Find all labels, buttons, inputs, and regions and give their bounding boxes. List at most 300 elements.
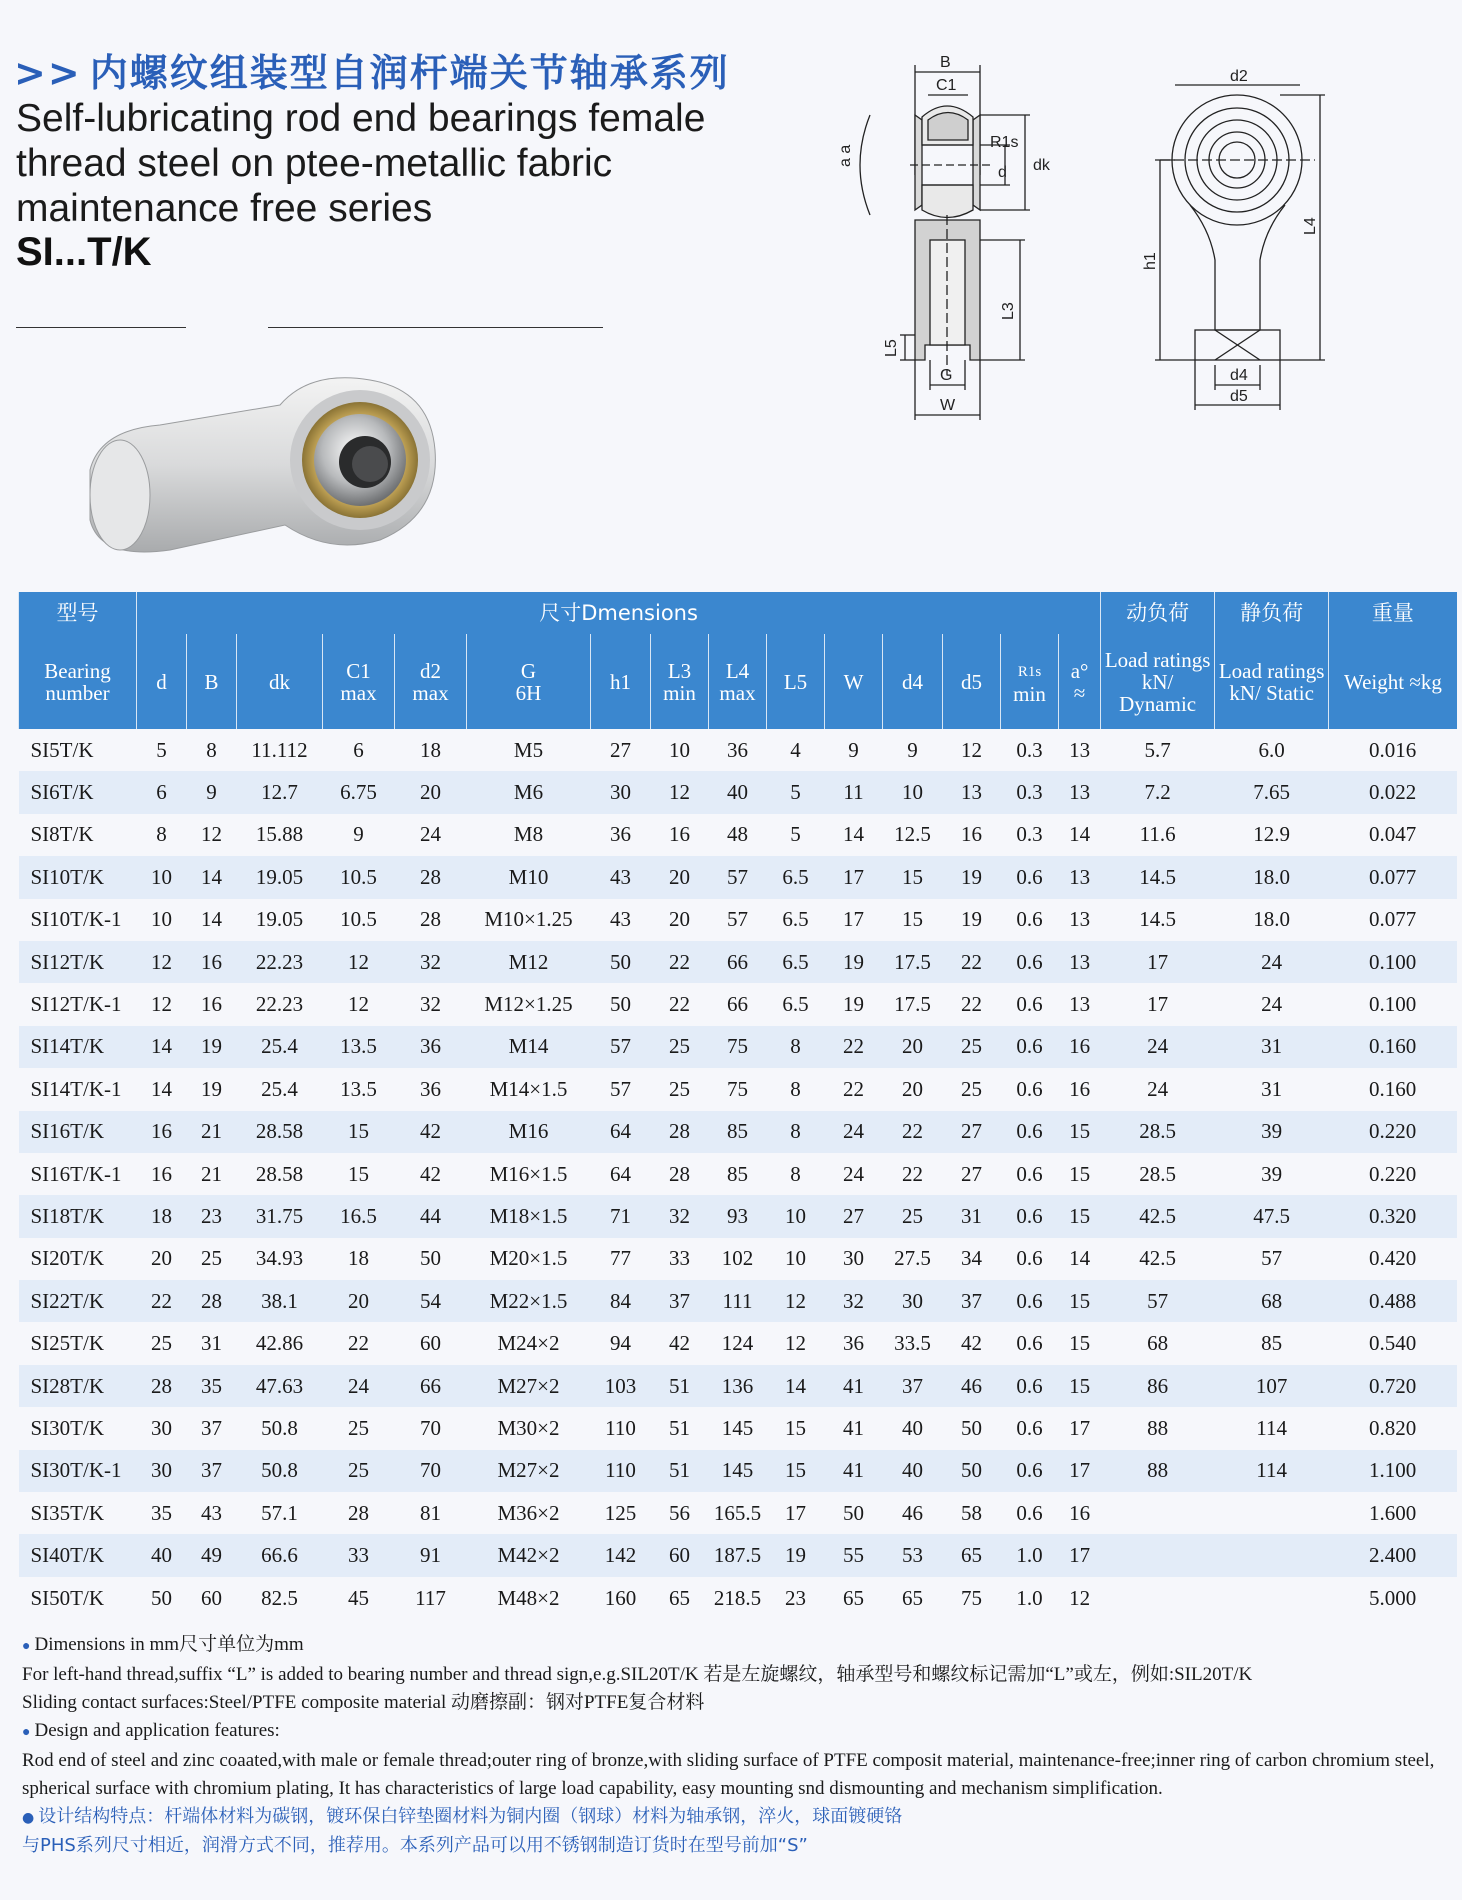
table-cell: 42 <box>651 1322 709 1364</box>
divider <box>16 327 186 328</box>
table-cell: 42 <box>943 1322 1001 1364</box>
note-sliding-surfaces: Sliding contact surfaces:Steel/PTFE composite material 动磨擦副：钢对PTFE复合材料 <box>22 1692 705 1713</box>
table-cell: 42.5 <box>1101 1195 1215 1237</box>
header-model: 型号 <box>19 592 137 634</box>
table-cell: 1.600 <box>1329 1492 1457 1534</box>
table-cell: 93 <box>709 1195 767 1237</box>
note-zh-recommend: 与PHS系列尺寸相近，润滑方式不同，推荐用。本系列产品可以用不锈钢制造订货时在型号前加“S” <box>22 1835 808 1856</box>
double-arrow-icon: >> <box>14 51 82 95</box>
table-cell: 22.23 <box>237 983 323 1025</box>
table-cell: 8 <box>767 1153 825 1195</box>
table-cell: M16×1.5 <box>467 1153 591 1195</box>
table-cell: 19 <box>187 1068 237 1110</box>
table-cell: 9 <box>187 771 237 813</box>
col-g: G 6H <box>467 634 591 729</box>
bearing-number-cell: SI20T/K <box>19 1238 137 1280</box>
table-cell: 19 <box>825 941 883 983</box>
table-cell: 0.3 <box>1001 814 1059 856</box>
table-row <box>19 1153 1457 1195</box>
table-row <box>19 1026 1457 1068</box>
table-cell: 25 <box>137 1322 187 1364</box>
table-cell: 11.6 <box>1101 814 1215 856</box>
table-cell: 0.047 <box>1329 814 1457 856</box>
table-row <box>19 856 1457 898</box>
table-cell: 8 <box>767 1068 825 1110</box>
table-cell: 0.022 <box>1329 771 1457 813</box>
table-cell: 13 <box>1059 899 1101 941</box>
table-cell: 68 <box>1101 1322 1215 1364</box>
table-cell: 6.75 <box>323 771 395 813</box>
col-r1s: R1s min <box>1001 634 1059 729</box>
table-cell: 50.8 <box>237 1450 323 1492</box>
bearing-number-cell: SI5T/K <box>19 729 137 771</box>
table-cell: 20 <box>883 1068 943 1110</box>
table-cell: 43 <box>591 856 651 898</box>
table-cell: 40 <box>883 1450 943 1492</box>
table-cell: 11.112 <box>237 729 323 771</box>
table-row <box>19 1365 1457 1407</box>
table-cell: 102 <box>709 1238 767 1280</box>
table-cell: 85 <box>709 1153 767 1195</box>
table-cell: 14 <box>137 1026 187 1068</box>
table-cell: 64 <box>591 1153 651 1195</box>
bearing-number-cell: SI30T/K <box>19 1407 137 1449</box>
table-cell: 46 <box>943 1365 1001 1407</box>
bearing-number-cell: SI35T/K <box>19 1492 137 1534</box>
table-cell: 22 <box>883 1153 943 1195</box>
label-G: G <box>940 367 953 384</box>
table-cell: 37 <box>943 1280 1001 1322</box>
table-cell: 17 <box>1101 983 1215 1025</box>
table-cell: 6 <box>137 771 187 813</box>
table-cell: 5 <box>137 729 187 771</box>
table-cell: 70 <box>395 1407 467 1449</box>
table-cell: 12 <box>767 1280 825 1322</box>
table-cell: 14 <box>187 899 237 941</box>
table-cell: 22 <box>825 1068 883 1110</box>
table-cell: 0.3 <box>1001 729 1059 771</box>
table-cell: 24 <box>825 1153 883 1195</box>
table-cell: 50 <box>591 983 651 1025</box>
table-cell: 8 <box>767 1026 825 1068</box>
table-cell: 25 <box>943 1068 1001 1110</box>
bearing-number-cell: SI16T/K-1 <box>19 1153 137 1195</box>
table-cell: 30 <box>137 1450 187 1492</box>
table-cell: 31 <box>943 1195 1001 1237</box>
table-cell: 60 <box>651 1534 709 1576</box>
table-cell: M30×2 <box>467 1407 591 1449</box>
table-row <box>19 814 1457 856</box>
table-cell: 0.6 <box>1001 1068 1059 1110</box>
header-dynamic-load: 动负荷 <box>1101 592 1215 634</box>
table-cell: 75 <box>943 1577 1001 1619</box>
table-cell: M18×1.5 <box>467 1195 591 1237</box>
table-cell: 110 <box>591 1407 651 1449</box>
table-cell: M10 <box>467 856 591 898</box>
table-row <box>19 1195 1457 1237</box>
table-cell: 32 <box>395 941 467 983</box>
table-cell: 17 <box>1101 941 1215 983</box>
table-cell: 24 <box>1215 941 1329 983</box>
col-l3: L3 min <box>651 634 709 729</box>
table-cell: 31 <box>1215 1068 1329 1110</box>
table-cell: 6.5 <box>767 856 825 898</box>
bearing-number-cell: SI28T/K <box>19 1365 137 1407</box>
table-cell: M22×1.5 <box>467 1280 591 1322</box>
table-cell: 0.6 <box>1001 856 1059 898</box>
table-cell: 7.65 <box>1215 771 1329 813</box>
table-cell: M12 <box>467 941 591 983</box>
table-cell: 19 <box>187 1026 237 1068</box>
table-cell: 8 <box>187 729 237 771</box>
table-cell: 0.6 <box>1001 1492 1059 1534</box>
table-cell: 25 <box>943 1026 1001 1068</box>
table-cell: 42.86 <box>237 1322 323 1364</box>
table-cell: 51 <box>651 1450 709 1492</box>
table-cell: 14 <box>1059 1238 1101 1280</box>
table-cell: M27×2 <box>467 1365 591 1407</box>
col-dk: dk <box>237 634 323 729</box>
table-cell: 75 <box>709 1068 767 1110</box>
table-cell: 55 <box>825 1534 883 1576</box>
table-cell: 12 <box>137 983 187 1025</box>
table-cell: 28 <box>137 1365 187 1407</box>
table-cell: 0.6 <box>1001 1111 1059 1153</box>
table-cell: 103 <box>591 1365 651 1407</box>
table-cell: 24 <box>825 1111 883 1153</box>
table-cell: 17.5 <box>883 983 943 1025</box>
table-cell: 15 <box>1059 1365 1101 1407</box>
table-cell: 49 <box>187 1534 237 1576</box>
table-cell: 27.5 <box>883 1238 943 1280</box>
table-cell: M12×1.25 <box>467 983 591 1025</box>
table-row <box>19 1238 1457 1280</box>
table-row <box>19 1534 1457 1576</box>
table-cell: 14.5 <box>1101 856 1215 898</box>
col-angle: a° ≈ <box>1059 634 1101 729</box>
table-cell: 18 <box>323 1238 395 1280</box>
table-cell: 77 <box>591 1238 651 1280</box>
bearing-number-cell: SI6T/K <box>19 771 137 813</box>
table-cell: 22 <box>943 983 1001 1025</box>
table-cell: 28.5 <box>1101 1111 1215 1153</box>
table-cell: M5 <box>467 729 591 771</box>
table-cell: 66 <box>395 1365 467 1407</box>
table-cell: 12.9 <box>1215 814 1329 856</box>
table-cell: 27 <box>943 1153 1001 1195</box>
table-cell: 1.0 <box>1001 1577 1059 1619</box>
table-cell: 30 <box>825 1238 883 1280</box>
table-cell: 40 <box>709 771 767 813</box>
table-cell: 22 <box>825 1026 883 1068</box>
table-cell: 28 <box>395 899 467 941</box>
english-title-line-2: thread steel on ptee-metallic fabric <box>16 142 613 185</box>
table-cell: 24 <box>1215 983 1329 1025</box>
table-cell: 22 <box>943 941 1001 983</box>
table-cell: 10 <box>767 1195 825 1237</box>
table-cell: 20 <box>137 1238 187 1280</box>
table-cell: 41 <box>825 1407 883 1449</box>
table-cell: 28 <box>323 1492 395 1534</box>
col-d: d <box>137 634 187 729</box>
table-cell: 13 <box>1059 856 1101 898</box>
table-cell: 51 <box>651 1407 709 1449</box>
table-cell: 19 <box>767 1534 825 1576</box>
table-cell: M24×2 <box>467 1322 591 1364</box>
table-row <box>19 1280 1457 1322</box>
table-cell: 7.2 <box>1101 771 1215 813</box>
table-cell: 65 <box>943 1534 1001 1576</box>
table-cell: 18.0 <box>1215 899 1329 941</box>
table-cell: 65 <box>883 1577 943 1619</box>
label-R1s: R1s <box>990 134 1019 151</box>
table-cell: 0.6 <box>1001 1450 1059 1492</box>
table-cell: 0.100 <box>1329 941 1457 983</box>
table-cell: 13 <box>1059 771 1101 813</box>
table-cell: 37 <box>187 1407 237 1449</box>
table-cell: 15 <box>767 1407 825 1449</box>
table-cell: 85 <box>709 1111 767 1153</box>
label-L4: L4 <box>1302 217 1319 235</box>
table-cell: 85 <box>1215 1322 1329 1364</box>
table-cell: M16 <box>467 1111 591 1153</box>
table-cell: 33 <box>323 1534 395 1576</box>
table-cell: 14 <box>137 1068 187 1110</box>
table-cell: 64 <box>591 1111 651 1153</box>
table-cell: 66 <box>709 941 767 983</box>
table-cell: 16 <box>1059 1026 1101 1068</box>
table-cell: 25 <box>883 1195 943 1237</box>
table-cell: 70 <box>395 1450 467 1492</box>
table-cell: 57 <box>1215 1238 1329 1280</box>
table-cell: 17 <box>825 899 883 941</box>
table-cell: M48×2 <box>467 1577 591 1619</box>
table-cell: 0.540 <box>1329 1322 1457 1364</box>
table-body <box>19 729 1457 1619</box>
english-title-line-3: maintenance free series <box>16 187 433 230</box>
table-cell: 30 <box>883 1280 943 1322</box>
table-cell: 17 <box>825 856 883 898</box>
table-cell: 30 <box>591 771 651 813</box>
table-cell: 15 <box>1059 1153 1101 1195</box>
col-d2: d2 max <box>395 634 467 729</box>
table-cell <box>1215 1577 1329 1619</box>
table-cell: 6 <box>323 729 395 771</box>
note-left-hand: For left-hand thread,suffix “L” is added to bearing number and thread sign,e.g.SIL20T/K 若是左旋螺纹，轴承型号和螺纹标记需加“L”或左，例如:SIL20T/K <box>22 1664 1253 1685</box>
table-cell: 12 <box>323 983 395 1025</box>
table-cell: 34 <box>943 1238 1001 1280</box>
table-cell: 88 <box>1101 1450 1215 1492</box>
table-cell: 39 <box>1215 1111 1329 1153</box>
table-cell: 5 <box>767 771 825 813</box>
table-cell: 43 <box>591 899 651 941</box>
table-cell: 20 <box>883 1026 943 1068</box>
table-cell: 18.0 <box>1215 856 1329 898</box>
table-cell: 42 <box>395 1153 467 1195</box>
table-cell: 6.5 <box>767 899 825 941</box>
table-cell: 25.4 <box>237 1026 323 1068</box>
bearing-number-cell: SI16T/K <box>19 1111 137 1153</box>
table-cell: 57 <box>1101 1280 1215 1322</box>
bearing-number-cell: SI50T/K <box>19 1577 137 1619</box>
bearing-number-cell: SI10T/K-1 <box>19 899 137 941</box>
bullet-icon: ● <box>22 1725 31 1740</box>
table-row <box>19 1450 1457 1492</box>
bearing-number-cell: SI25T/K <box>19 1322 137 1364</box>
table-cell: 111 <box>709 1280 767 1322</box>
table-cell: 28 <box>651 1153 709 1195</box>
table-cell: 23 <box>187 1195 237 1237</box>
table-cell: 218.5 <box>709 1577 767 1619</box>
table-cell: 71 <box>591 1195 651 1237</box>
notes <box>22 1631 1442 1860</box>
table-row <box>19 941 1457 983</box>
table-cell: 32 <box>825 1280 883 1322</box>
table-cell: 28 <box>651 1111 709 1153</box>
col-l4: L4 max <box>709 634 767 729</box>
table-cell: 15 <box>1059 1111 1101 1153</box>
table-cell: 60 <box>395 1322 467 1364</box>
section-view <box>837 55 1051 420</box>
table-cell: 12 <box>651 771 709 813</box>
table-cell: 9 <box>883 729 943 771</box>
chinese-title <box>14 42 730 97</box>
table-cell: 19 <box>943 856 1001 898</box>
table-cell: 84 <box>591 1280 651 1322</box>
bullet-icon: ● <box>22 1639 31 1654</box>
english-title-line-1: Self-lubricating rod end bearings female <box>16 97 706 140</box>
table-cell: 16 <box>1059 1492 1101 1534</box>
table-cell: 35 <box>137 1492 187 1534</box>
table-cell: 28 <box>395 856 467 898</box>
table-cell: 57 <box>709 856 767 898</box>
table-row <box>19 899 1457 941</box>
table-cell: 114 <box>1215 1450 1329 1492</box>
table-cell: 43 <box>187 1492 237 1534</box>
table-cell: 0.6 <box>1001 899 1059 941</box>
table-cell: 41 <box>825 1450 883 1492</box>
table-cell: 23 <box>767 1577 825 1619</box>
table-cell: 24 <box>1101 1068 1215 1110</box>
table-cell: 13.5 <box>323 1026 395 1068</box>
table-cell: 4 <box>767 729 825 771</box>
col-dynamic: Load ratings kN/ Dynamic <box>1101 634 1215 729</box>
table-cell: 57 <box>591 1026 651 1068</box>
table-cell: 91 <box>395 1534 467 1576</box>
table-cell: 10 <box>137 899 187 941</box>
table-cell: 33 <box>651 1238 709 1280</box>
table-cell: 14.5 <box>1101 899 1215 941</box>
table-cell: 37 <box>651 1280 709 1322</box>
table-cell: 136 <box>709 1365 767 1407</box>
table-cell: 50 <box>137 1577 187 1619</box>
table-cell: 56 <box>651 1492 709 1534</box>
table-cell: 16 <box>187 983 237 1025</box>
table-row <box>19 1577 1457 1619</box>
table-cell: 16 <box>137 1153 187 1195</box>
table-cell <box>1101 1492 1215 1534</box>
table-cell: 57 <box>591 1068 651 1110</box>
bearing-number-cell: SI40T/K <box>19 1534 137 1576</box>
table-cell: 50.8 <box>237 1407 323 1449</box>
label-L5: L5 <box>883 339 900 357</box>
table-cell: M14 <box>467 1026 591 1068</box>
table-row <box>19 1322 1457 1364</box>
table-cell: 142 <box>591 1534 651 1576</box>
table-cell: 28 <box>187 1280 237 1322</box>
table-cell: 42 <box>395 1111 467 1153</box>
table-cell: 37 <box>883 1365 943 1407</box>
table-cell: 40 <box>883 1407 943 1449</box>
table-cell: 15 <box>767 1450 825 1492</box>
table-cell: 15.88 <box>237 814 323 856</box>
table-cell: 36 <box>825 1322 883 1364</box>
table-cell: 0.3 <box>1001 771 1059 813</box>
table-cell: 9 <box>323 814 395 856</box>
col-d4: d4 <box>883 634 943 729</box>
table-cell: 24 <box>395 814 467 856</box>
table-cell: 114 <box>1215 1407 1329 1449</box>
table-cell: 60 <box>187 1577 237 1619</box>
table-cell: 19.05 <box>237 856 323 898</box>
table-cell: 13.5 <box>323 1068 395 1110</box>
table-cell: 27 <box>943 1111 1001 1153</box>
divider <box>268 327 603 328</box>
header-static-load: 静负荷 <box>1215 592 1329 634</box>
table-cell: 40 <box>137 1534 187 1576</box>
table-cell: 17.5 <box>883 941 943 983</box>
table-cell: 27 <box>591 729 651 771</box>
table-cell: 18 <box>395 729 467 771</box>
table-cell: 17 <box>1059 1407 1101 1449</box>
table-cell: 0.420 <box>1329 1238 1457 1280</box>
table-cell <box>1215 1492 1329 1534</box>
table-cell <box>1101 1577 1215 1619</box>
table-cell: 36 <box>395 1068 467 1110</box>
table-cell: 31 <box>1215 1026 1329 1068</box>
table-cell: 18 <box>137 1195 187 1237</box>
table-cell: 51 <box>651 1365 709 1407</box>
table-cell: 0.6 <box>1001 1280 1059 1322</box>
table-cell: 16 <box>943 814 1001 856</box>
table-cell: 9 <box>825 729 883 771</box>
table-row <box>19 729 1457 771</box>
table-cell: 124 <box>709 1322 767 1364</box>
table-cell: 25 <box>323 1450 395 1492</box>
table-cell: 0.160 <box>1329 1026 1457 1068</box>
table-cell: 57.1 <box>237 1492 323 1534</box>
col-bearing-number: Bearing number <box>19 634 137 729</box>
table-cell: 25 <box>323 1407 395 1449</box>
table-cell: 12 <box>1059 1577 1101 1619</box>
table-cell: 20 <box>323 1280 395 1322</box>
bearing-number-cell: SI14T/K <box>19 1026 137 1068</box>
table-cell: 19.05 <box>237 899 323 941</box>
table-cell: 107 <box>1215 1365 1329 1407</box>
table-cell: M20×1.5 <box>467 1238 591 1280</box>
table-cell: 6.5 <box>767 941 825 983</box>
col-l5: L5 <box>767 634 825 729</box>
label-d5: d5 <box>1230 388 1248 405</box>
bearing-number-cell: SI8T/K <box>19 814 137 856</box>
table-cell: 44 <box>395 1195 467 1237</box>
table-cell: M14×1.5 <box>467 1068 591 1110</box>
table-cell: 15 <box>1059 1195 1101 1237</box>
table-cell: 14 <box>187 856 237 898</box>
table-cell: M10×1.25 <box>467 899 591 941</box>
table-cell: 10.5 <box>323 899 395 941</box>
table-cell: 10 <box>137 856 187 898</box>
